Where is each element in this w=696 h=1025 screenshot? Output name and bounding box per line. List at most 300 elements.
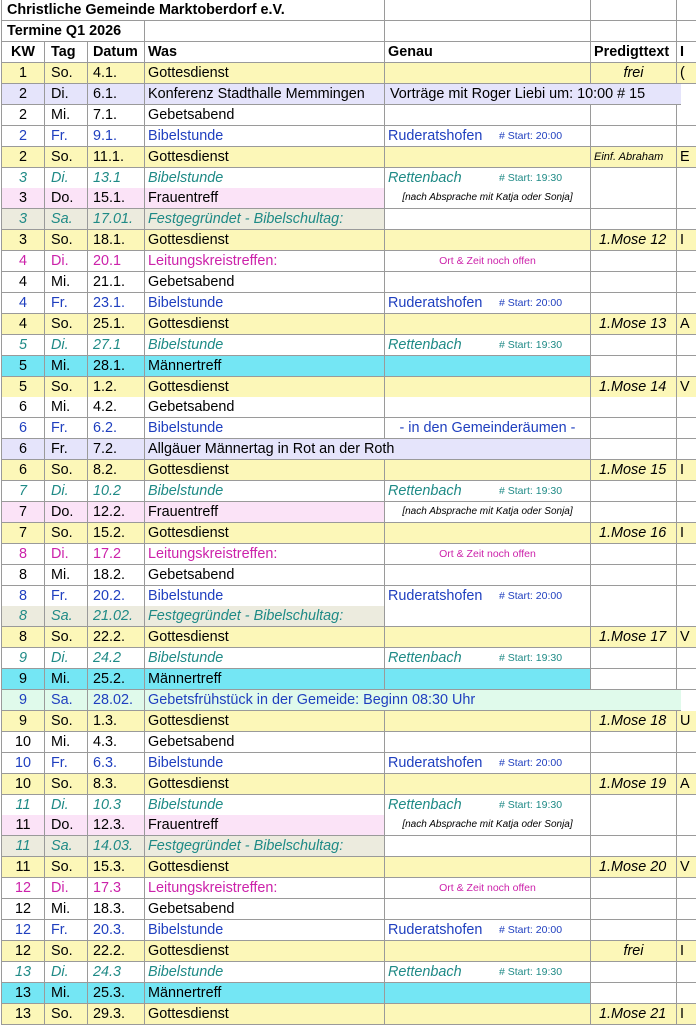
kw-cell[interactable]: 11 [1, 836, 44, 857]
kw-cell[interactable]: 4 [1, 251, 44, 272]
was-cell[interactable]: Frauentreff [144, 502, 384, 523]
was-cell[interactable]: Festgegründet - Bibelschultag: [144, 209, 384, 230]
empty-cell[interactable] [144, 21, 384, 42]
extra-cell[interactable] [676, 544, 696, 565]
extra-cell[interactable] [676, 606, 696, 627]
extra-cell[interactable] [676, 439, 696, 460]
predigttext-cell[interactable]: 1.Mose 18 [590, 711, 676, 732]
sheet-title[interactable]: Christliche Gemeinde Marktoberdorf e.V. [1, 0, 384, 21]
predigttext-cell[interactable] [590, 836, 676, 857]
predigttext-cell[interactable] [590, 878, 676, 899]
was-cell[interactable]: Bibelstunde [144, 920, 384, 941]
genau-cell[interactable] [384, 209, 590, 230]
tag-cell[interactable]: Di. [44, 168, 87, 189]
extra-cell[interactable] [676, 962, 696, 983]
tag-cell[interactable]: Mi. [44, 356, 87, 377]
tag-cell[interactable]: Fr. [44, 920, 87, 941]
genau-cell[interactable] [384, 397, 590, 418]
kw-cell[interactable]: 4 [1, 272, 44, 293]
predigttext-cell[interactable] [590, 983, 676, 1004]
kw-cell[interactable]: 12 [1, 920, 44, 941]
was-cell[interactable]: Bibelstunde [144, 795, 384, 816]
extra-cell[interactable]: ( [676, 63, 696, 84]
tag-cell[interactable]: So. [44, 711, 87, 732]
was-cell[interactable]: Festgegründet - Bibelschultag: [144, 836, 384, 857]
kw-cell[interactable]: 5 [1, 377, 44, 398]
was-cell[interactable]: Gebetsabend [144, 105, 384, 126]
predigttext-cell[interactable]: 1.Mose 15 [590, 460, 676, 481]
kw-cell[interactable]: 3 [1, 188, 44, 209]
was-cell[interactable]: Gottesdienst [144, 523, 384, 544]
tag-cell[interactable]: Di. [44, 481, 87, 502]
extra-cell[interactable] [676, 878, 696, 899]
was-cell[interactable]: Bibelstunde [144, 648, 384, 669]
kw-cell[interactable]: 10 [1, 732, 44, 753]
extra-cell[interactable]: E [676, 147, 696, 168]
datum-cell[interactable]: 25.3. [87, 983, 144, 1004]
datum-cell[interactable]: 22.2. [87, 941, 144, 962]
kw-cell[interactable]: 9 [1, 669, 44, 690]
predigttext-cell[interactable] [590, 356, 676, 377]
kw-cell[interactable]: 1 [1, 63, 44, 84]
tag-cell[interactable]: Sa. [44, 690, 87, 711]
extra-cell[interactable] [676, 105, 696, 126]
predigttext-cell[interactable] [590, 481, 676, 502]
kw-cell[interactable]: 8 [1, 565, 44, 586]
was-cell[interactable]: Gottesdienst [144, 711, 384, 732]
predigttext-cell[interactable]: 1.Mose 20 [590, 857, 676, 878]
tag-cell[interactable]: Do. [44, 502, 87, 523]
extra-cell[interactable] [676, 272, 696, 293]
tag-cell[interactable]: Fr. [44, 418, 87, 439]
extra-cell[interactable] [676, 251, 696, 272]
was-cell[interactable]: Bibelstunde [144, 168, 384, 189]
datum-cell[interactable]: 10.2 [87, 481, 144, 502]
tag-cell[interactable]: Di. [44, 84, 87, 105]
genau-cell[interactable] [384, 356, 590, 377]
tag-cell[interactable]: Fr. [44, 293, 87, 314]
extra-cell[interactable]: A [676, 314, 696, 335]
tag-cell[interactable]: Di. [44, 544, 87, 565]
datum-cell[interactable]: 4.2. [87, 397, 144, 418]
extra-cell[interactable] [676, 293, 696, 314]
kw-cell[interactable]: 13 [1, 962, 44, 983]
predigttext-cell[interactable] [590, 272, 676, 293]
tag-cell[interactable]: Fr. [44, 126, 87, 147]
header-tag[interactable]: Tag [44, 42, 87, 63]
kw-cell[interactable]: 2 [1, 126, 44, 147]
empty-cell[interactable] [384, 21, 590, 42]
predigttext-cell[interactable] [590, 188, 676, 209]
extra-cell[interactable] [676, 209, 696, 230]
predigttext-cell[interactable]: 1.Mose 17 [590, 627, 676, 648]
kw-cell[interactable]: 8 [1, 586, 44, 607]
datum-cell[interactable]: 18.2. [87, 565, 144, 586]
datum-cell[interactable]: 4.3. [87, 732, 144, 753]
extra-cell[interactable] [676, 418, 696, 439]
tag-cell[interactable]: Di. [44, 648, 87, 669]
predigttext-cell[interactable] [590, 209, 676, 230]
kw-cell[interactable]: 9 [1, 711, 44, 732]
datum-cell[interactable]: 6.3. [87, 753, 144, 774]
genau-cell[interactable] [384, 230, 590, 251]
genau-cell[interactable] [384, 669, 590, 690]
predigttext-cell[interactable] [590, 565, 676, 586]
datum-cell[interactable]: 15.1. [87, 188, 144, 209]
tag-cell[interactable]: Di. [44, 962, 87, 983]
was-cell[interactable]: Bibelstunde [144, 586, 384, 607]
genau-cell[interactable] [384, 606, 590, 627]
tag-cell[interactable]: So. [44, 627, 87, 648]
tag-cell[interactable]: Sa. [44, 209, 87, 230]
empty-cell[interactable] [676, 0, 696, 21]
genau-cell[interactable] [384, 795, 590, 816]
predigttext-cell[interactable] [590, 899, 676, 920]
datum-cell[interactable]: 4.1. [87, 63, 144, 84]
predigttext-cell[interactable]: frei [590, 941, 676, 962]
kw-cell[interactable]: 12 [1, 941, 44, 962]
tag-cell[interactable]: Sa. [44, 836, 87, 857]
tag-cell[interactable]: So. [44, 63, 87, 84]
genau-cell[interactable] [384, 126, 590, 147]
predigttext-cell[interactable] [590, 732, 676, 753]
kw-cell[interactable]: 5 [1, 335, 44, 356]
extra-cell[interactable] [676, 565, 696, 586]
was-cell[interactable]: Leitungskreistreffen: [144, 544, 384, 565]
genau-cell[interactable] [384, 188, 590, 209]
was-cell[interactable]: Gebetsabend [144, 565, 384, 586]
kw-cell[interactable]: 4 [1, 314, 44, 335]
extra-cell[interactable] [676, 899, 696, 920]
genau-cell[interactable] [384, 1004, 590, 1025]
tag-cell[interactable]: So. [44, 147, 87, 168]
kw-cell[interactable]: 12 [1, 878, 44, 899]
genau-cell[interactable] [384, 502, 590, 523]
datum-cell[interactable]: 18.3. [87, 899, 144, 920]
predigttext-cell[interactable] [590, 335, 676, 356]
predigttext-cell[interactable] [590, 795, 676, 816]
tag-cell[interactable]: Fr. [44, 586, 87, 607]
empty-cell[interactable] [676, 21, 696, 42]
genau-cell[interactable] [384, 586, 590, 607]
empty-cell[interactable] [384, 0, 590, 21]
tag-cell[interactable]: So. [44, 941, 87, 962]
tag-cell[interactable]: So. [44, 774, 87, 795]
tag-cell[interactable]: Sa. [44, 606, 87, 627]
predigttext-cell[interactable] [590, 815, 676, 836]
extra-cell[interactable]: V [676, 377, 696, 398]
tag-cell[interactable]: Mi. [44, 272, 87, 293]
genau-cell[interactable] [384, 899, 590, 920]
was-cell[interactable]: Gebetsfrühstück in der Gemeide: Beginn 08:30 Uhr [144, 690, 681, 711]
empty-cell[interactable] [590, 0, 676, 21]
extra-cell[interactable] [676, 669, 696, 690]
extra-cell[interactable]: V [676, 627, 696, 648]
was-cell[interactable]: Konferenz Stadthalle Memmingen [144, 84, 384, 105]
genau-cell[interactable] [384, 272, 590, 293]
extra-cell[interactable] [676, 397, 696, 418]
datum-cell[interactable]: 13.1 [87, 168, 144, 189]
datum-cell[interactable]: 8.3. [87, 774, 144, 795]
was-cell[interactable]: Gottesdienst [144, 377, 384, 398]
extra-cell[interactable]: I [676, 460, 696, 481]
predigttext-cell[interactable]: 1.Mose 21 [590, 1004, 676, 1025]
datum-cell[interactable]: 24.2 [87, 648, 144, 669]
datum-cell[interactable]: 29.3. [87, 1004, 144, 1025]
header-kw[interactable]: KW [1, 42, 44, 63]
genau-cell[interactable] [384, 147, 590, 168]
was-cell[interactable]: Allgäuer Männertag in Rot an der Roth [144, 439, 590, 460]
genau-cell[interactable] [384, 565, 590, 586]
kw-cell[interactable]: 6 [1, 397, 44, 418]
datum-cell[interactable]: 12.2. [87, 502, 144, 523]
datum-cell[interactable]: 14.03. [87, 836, 144, 857]
predigttext-cell[interactable] [590, 168, 676, 189]
tag-cell[interactable]: Di. [44, 251, 87, 272]
genau-cell[interactable] [384, 962, 590, 983]
genau-cell[interactable] [384, 920, 590, 941]
genau-cell[interactable] [384, 753, 590, 774]
datum-cell[interactable]: 18.1. [87, 230, 144, 251]
genau-cell[interactable]: Vorträge mit Roger Liebi um: 10:00 # 15 [384, 84, 681, 105]
was-cell[interactable]: Leitungskreistreffen: [144, 878, 384, 899]
tag-cell[interactable]: Mi. [44, 397, 87, 418]
genau-cell[interactable]: - in den Gemeinderäumen - [384, 418, 590, 439]
datum-cell[interactable]: 11.1. [87, 147, 144, 168]
genau-cell[interactable] [384, 815, 590, 836]
extra-cell[interactable] [676, 753, 696, 774]
kw-cell[interactable]: 8 [1, 606, 44, 627]
genau-cell[interactable] [384, 251, 590, 272]
kw-cell[interactable]: 3 [1, 230, 44, 251]
extra-cell[interactable] [676, 732, 696, 753]
genau-cell[interactable] [384, 544, 590, 565]
datum-cell[interactable]: 17.01. [87, 209, 144, 230]
kw-cell[interactable]: 3 [1, 209, 44, 230]
genau-cell[interactable] [384, 105, 590, 126]
datum-cell[interactable]: 9.1. [87, 126, 144, 147]
datum-cell[interactable]: 21.1. [87, 272, 144, 293]
kw-cell[interactable]: 11 [1, 857, 44, 878]
predigttext-cell[interactable] [590, 669, 676, 690]
datum-cell[interactable]: 7.1. [87, 105, 144, 126]
predigttext-cell[interactable] [590, 648, 676, 669]
extra-cell[interactable] [676, 335, 696, 356]
tag-cell[interactable]: Do. [44, 188, 87, 209]
was-cell[interactable]: Bibelstunde [144, 335, 384, 356]
was-cell[interactable]: Gottesdienst [144, 1004, 384, 1025]
genau-cell[interactable] [384, 774, 590, 795]
extra-cell[interactable] [676, 481, 696, 502]
kw-cell[interactable]: 2 [1, 147, 44, 168]
datum-cell[interactable]: 20.2. [87, 586, 144, 607]
genau-cell[interactable] [384, 941, 590, 962]
extra-cell[interactable] [676, 920, 696, 941]
predigttext-cell[interactable] [590, 502, 676, 523]
genau-cell[interactable] [384, 63, 590, 84]
genau-cell[interactable] [384, 377, 590, 398]
datum-cell[interactable]: 12.3. [87, 815, 144, 836]
tag-cell[interactable]: Di. [44, 878, 87, 899]
datum-cell[interactable]: 21.02. [87, 606, 144, 627]
header-datum[interactable]: Datum [87, 42, 144, 63]
extra-cell[interactable] [676, 983, 696, 1004]
was-cell[interactable]: Gottesdienst [144, 774, 384, 795]
genau-cell[interactable] [384, 711, 590, 732]
was-cell[interactable]: Frauentreff [144, 815, 384, 836]
predigttext-cell[interactable] [590, 606, 676, 627]
datum-cell[interactable]: 7.2. [87, 439, 144, 460]
genau-cell[interactable] [384, 460, 590, 481]
extra-cell[interactable] [676, 815, 696, 836]
was-cell[interactable]: Gottesdienst [144, 63, 384, 84]
tag-cell[interactable]: Fr. [44, 439, 87, 460]
datum-cell[interactable]: 15.3. [87, 857, 144, 878]
header-extra[interactable]: I [676, 42, 696, 63]
datum-cell[interactable]: 20.3. [87, 920, 144, 941]
kw-cell[interactable]: 11 [1, 815, 44, 836]
predigttext-cell[interactable] [590, 753, 676, 774]
was-cell[interactable]: Gottesdienst [144, 627, 384, 648]
was-cell[interactable]: Männertreff [144, 983, 384, 1004]
datum-cell[interactable]: 25.2. [87, 669, 144, 690]
extra-cell[interactable] [676, 126, 696, 147]
extra-cell[interactable]: I [676, 523, 696, 544]
tag-cell[interactable]: Mi. [44, 565, 87, 586]
datum-cell[interactable]: 25.1. [87, 314, 144, 335]
was-cell[interactable]: Gottesdienst [144, 857, 384, 878]
header-genau[interactable]: Genau [384, 42, 590, 63]
kw-cell[interactable]: 11 [1, 795, 44, 816]
extra-cell[interactable] [676, 586, 696, 607]
predigttext-cell[interactable]: 1.Mose 19 [590, 774, 676, 795]
was-cell[interactable]: Gebetsabend [144, 397, 384, 418]
extra-cell[interactable] [676, 188, 696, 209]
tag-cell[interactable]: Fr. [44, 753, 87, 774]
kw-cell[interactable]: 6 [1, 439, 44, 460]
header-was[interactable]: Was [144, 42, 384, 63]
tag-cell[interactable]: Mi. [44, 732, 87, 753]
genau-cell[interactable] [384, 983, 590, 1004]
tag-cell[interactable]: So. [44, 460, 87, 481]
kw-cell[interactable]: 2 [1, 84, 44, 105]
datum-cell[interactable]: 28.02. [87, 690, 144, 711]
was-cell[interactable]: Gebetsabend [144, 899, 384, 920]
datum-cell[interactable]: 22.2. [87, 627, 144, 648]
predigttext-cell[interactable]: frei [590, 63, 676, 84]
tag-cell[interactable]: Di. [44, 335, 87, 356]
datum-cell[interactable]: 17.3 [87, 878, 144, 899]
datum-cell[interactable]: 1.2. [87, 377, 144, 398]
predigttext-cell[interactable]: 1.Mose 12 [590, 230, 676, 251]
genau-cell[interactable] [384, 335, 590, 356]
datum-cell[interactable]: 1.3. [87, 711, 144, 732]
kw-cell[interactable]: 8 [1, 627, 44, 648]
genau-cell[interactable] [384, 857, 590, 878]
kw-cell[interactable]: 6 [1, 460, 44, 481]
genau-cell[interactable] [384, 314, 590, 335]
extra-cell[interactable]: I [676, 941, 696, 962]
genau-cell[interactable] [384, 627, 590, 648]
was-cell[interactable]: Gottesdienst [144, 460, 384, 481]
extra-cell[interactable] [676, 502, 696, 523]
predigttext-cell[interactable]: Einf. Abraham [590, 147, 676, 168]
extra-cell[interactable]: I [676, 230, 696, 251]
kw-cell[interactable]: 13 [1, 1004, 44, 1025]
was-cell[interactable]: Männertreff [144, 669, 384, 690]
kw-cell[interactable]: 9 [1, 648, 44, 669]
predigttext-cell[interactable] [590, 126, 676, 147]
tag-cell[interactable]: Mi. [44, 899, 87, 920]
tag-cell[interactable]: Mi. [44, 669, 87, 690]
predigttext-cell[interactable] [590, 586, 676, 607]
was-cell[interactable]: Leitungskreistreffen: [144, 251, 384, 272]
kw-cell[interactable]: 12 [1, 899, 44, 920]
predigttext-cell[interactable] [590, 544, 676, 565]
tag-cell[interactable]: So. [44, 857, 87, 878]
extra-cell[interactable] [676, 648, 696, 669]
predigttext-cell[interactable]: 1.Mose 14 [590, 377, 676, 398]
was-cell[interactable]: Bibelstunde [144, 293, 384, 314]
kw-cell[interactable]: 13 [1, 983, 44, 1004]
datum-cell[interactable]: 10.3 [87, 795, 144, 816]
kw-cell[interactable]: 2 [1, 105, 44, 126]
kw-cell[interactable]: 9 [1, 690, 44, 711]
extra-cell[interactable] [676, 168, 696, 189]
predigttext-cell[interactable] [590, 920, 676, 941]
sheet-subtitle[interactable]: Termine Q1 2026 [1, 21, 144, 42]
extra-cell[interactable] [676, 836, 696, 857]
genau-cell[interactable] [384, 293, 590, 314]
genau-cell[interactable] [384, 523, 590, 544]
kw-cell[interactable]: 10 [1, 774, 44, 795]
was-cell[interactable]: Gottesdienst [144, 147, 384, 168]
tag-cell[interactable]: So. [44, 230, 87, 251]
datum-cell[interactable]: 6.2. [87, 418, 144, 439]
kw-cell[interactable]: 3 [1, 168, 44, 189]
predigttext-cell[interactable]: 1.Mose 13 [590, 314, 676, 335]
datum-cell[interactable]: 20.1 [87, 251, 144, 272]
tag-cell[interactable]: So. [44, 523, 87, 544]
was-cell[interactable]: Bibelstunde [144, 481, 384, 502]
was-cell[interactable]: Gebetsabend [144, 272, 384, 293]
datum-cell[interactable]: 27.1 [87, 335, 144, 356]
extra-cell[interactable]: A [676, 774, 696, 795]
was-cell[interactable]: Gottesdienst [144, 230, 384, 251]
was-cell[interactable]: Gottesdienst [144, 314, 384, 335]
kw-cell[interactable]: 8 [1, 544, 44, 565]
tag-cell[interactable]: Mi. [44, 105, 87, 126]
kw-cell[interactable]: 7 [1, 481, 44, 502]
extra-cell[interactable]: V [676, 857, 696, 878]
tag-cell[interactable]: So. [44, 314, 87, 335]
was-cell[interactable]: Bibelstunde [144, 753, 384, 774]
datum-cell[interactable]: 8.2. [87, 460, 144, 481]
kw-cell[interactable]: 6 [1, 418, 44, 439]
predigttext-cell[interactable]: 1.Mose 16 [590, 523, 676, 544]
predigttext-cell[interactable] [590, 293, 676, 314]
was-cell[interactable]: Bibelstunde [144, 418, 384, 439]
kw-cell[interactable]: 7 [1, 502, 44, 523]
kw-cell[interactable]: 4 [1, 293, 44, 314]
predigttext-cell[interactable] [590, 418, 676, 439]
predigttext-cell[interactable] [590, 962, 676, 983]
genau-cell[interactable] [384, 732, 590, 753]
datum-cell[interactable]: 23.1. [87, 293, 144, 314]
was-cell[interactable]: Männertreff [144, 356, 384, 377]
datum-cell[interactable]: 15.2. [87, 523, 144, 544]
tag-cell[interactable]: Do. [44, 815, 87, 836]
